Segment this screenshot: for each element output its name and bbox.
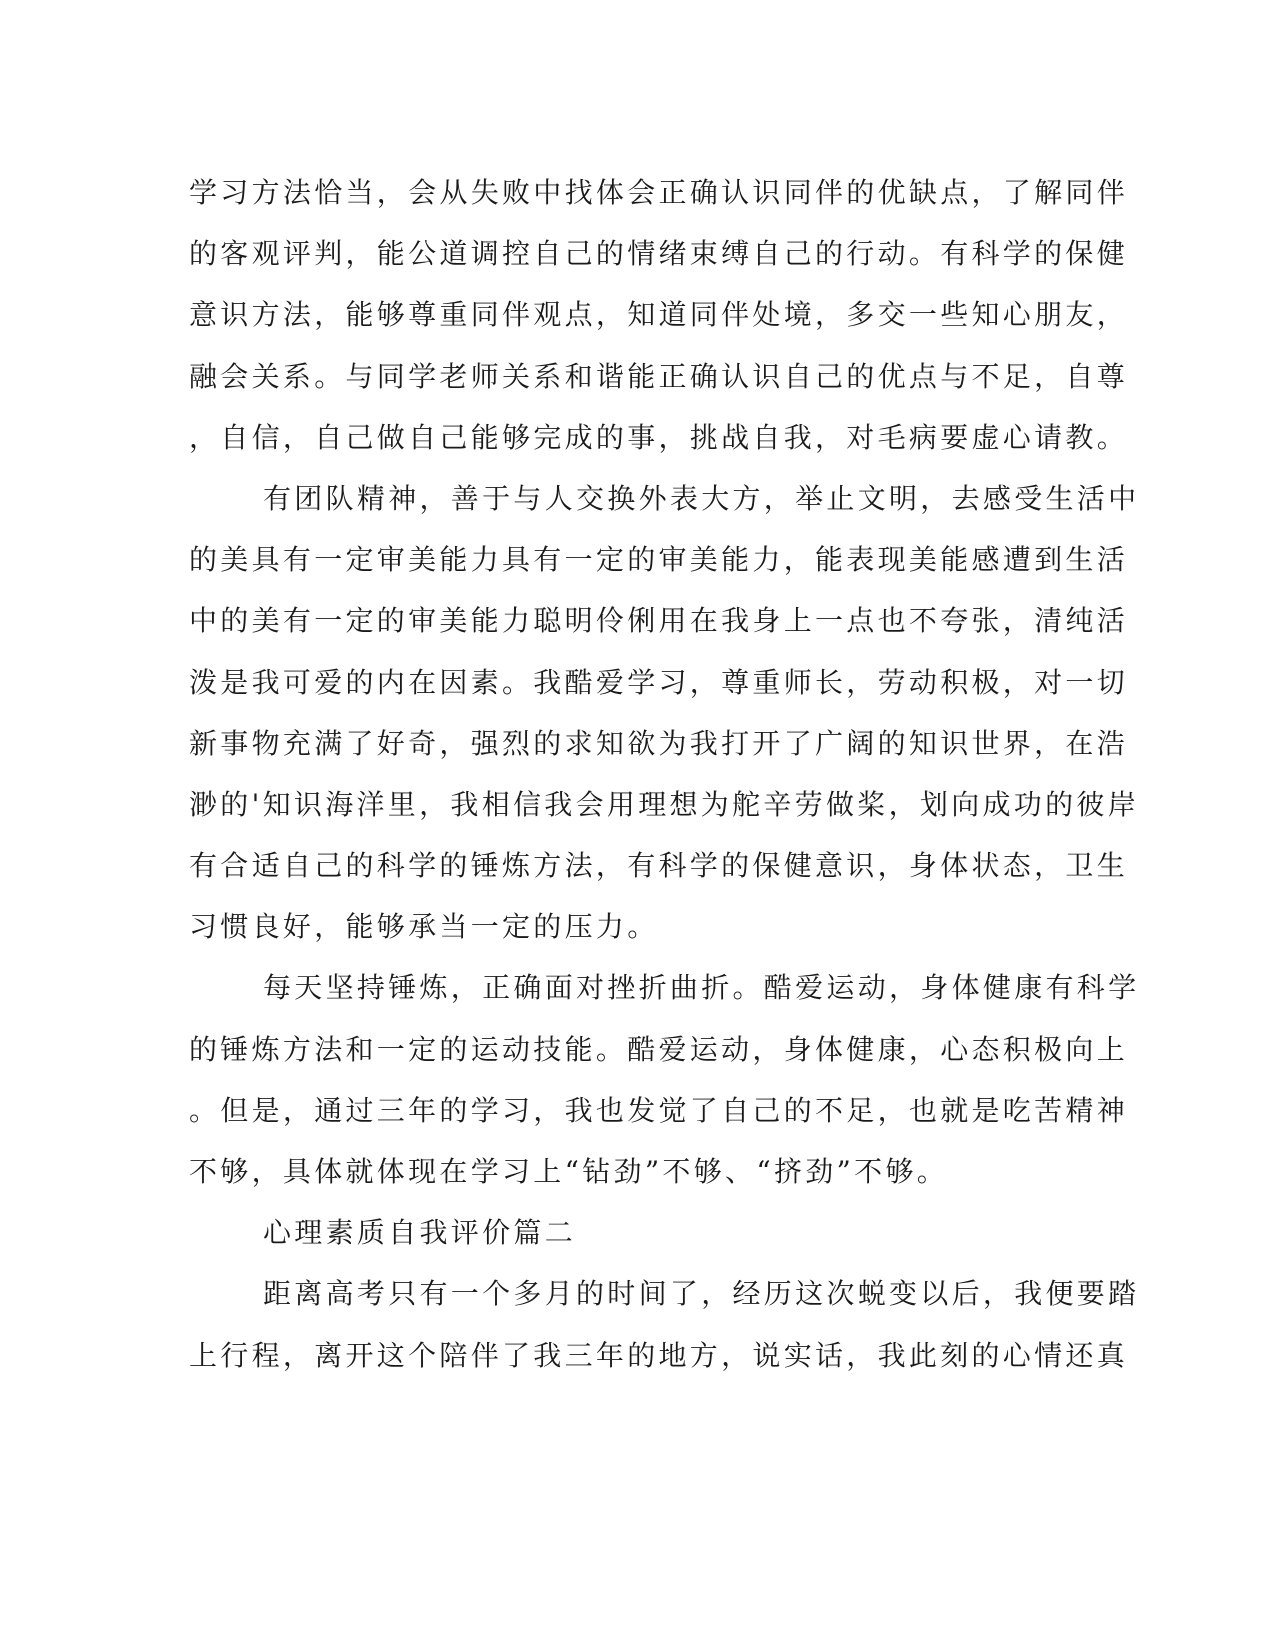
text-line-4: 融会关系。与同学老师关系和谐能正确认识自己的优点与不足，自尊 bbox=[189, 359, 1129, 393]
text-line-7: 的美具有一定审美能力具有一定的审美能力，能表现美能感遭到生活 bbox=[189, 543, 1129, 577]
text-line-2: 的客观评判，能公道调控自己的情绪束缚自己的行动。有科学的保健 bbox=[189, 237, 1129, 271]
text-line-5: ，自信，自己做自己能够完成的事，挑战自我，对毛病要虚心请教。 bbox=[189, 420, 1129, 454]
text-line-12: 有合适自己的科学的锤炼方法，有科学的保健意识，身体状态，卫生 bbox=[189, 849, 1129, 883]
text-line-14: 每天坚持锤炼，正确面对挫折曲折。酷爱运动，身体健康有科学 bbox=[263, 971, 1140, 1005]
text-line-16: 。但是，通过三年的学习，我也发觉了自己的不足，也就是吃苦精神 bbox=[189, 1093, 1129, 1127]
text-line-10: 新事物充满了好奇，强烈的求知欲为我打开了广阔的知识世界，在浩 bbox=[189, 726, 1129, 760]
text-line-19: 距离高考只有一个多月的时间了，经历这次蜕变以后，我便要踏 bbox=[263, 1277, 1140, 1311]
section-heading: 心理素质自我评价篇二 bbox=[263, 1216, 577, 1250]
text-line-15: 的锤炼方法和一定的运动技能。酷爱运动，身体健康，心态积极向上 bbox=[189, 1032, 1129, 1066]
text-line-11: 渺的'知识海洋里，我相信我会用理想为舵辛劳做桨，划向成功的彼岸 bbox=[189, 787, 1140, 821]
text-line-9: 泼是我可爱的内在因素。我酷爱学习，尊重师长，劳动积极，对一切 bbox=[189, 665, 1129, 699]
text-line-20: 上行程，离开这个陪伴了我三年的地方，说实话，我此刻的心情还真 bbox=[189, 1338, 1129, 1372]
text-line-3: 意识方法，能够尊重同伴观点，知道同伴处境，多交一些知心朋友， bbox=[189, 298, 1129, 332]
text-line-1: 学习方法恰当，会从失败中找体会正确认识同伴的优缺点，了解同伴 bbox=[189, 176, 1129, 209]
text-line-13: 习惯良好，能够承当一定的压力。 bbox=[189, 910, 659, 944]
text-line-8: 中的美有一定的审美能力聪明伶俐用在我身上一点也不夸张，清纯活 bbox=[189, 604, 1129, 638]
document-body bbox=[189, 162, 1140, 1386]
text-line-17: 不够，具体就体现在学习上“钻劲”不够、“挤劲”不够。 bbox=[189, 1155, 949, 1188]
text-line-6: 有团队精神，善于与人交换外表大方，举止文明，去感受生活中 bbox=[263, 481, 1140, 515]
